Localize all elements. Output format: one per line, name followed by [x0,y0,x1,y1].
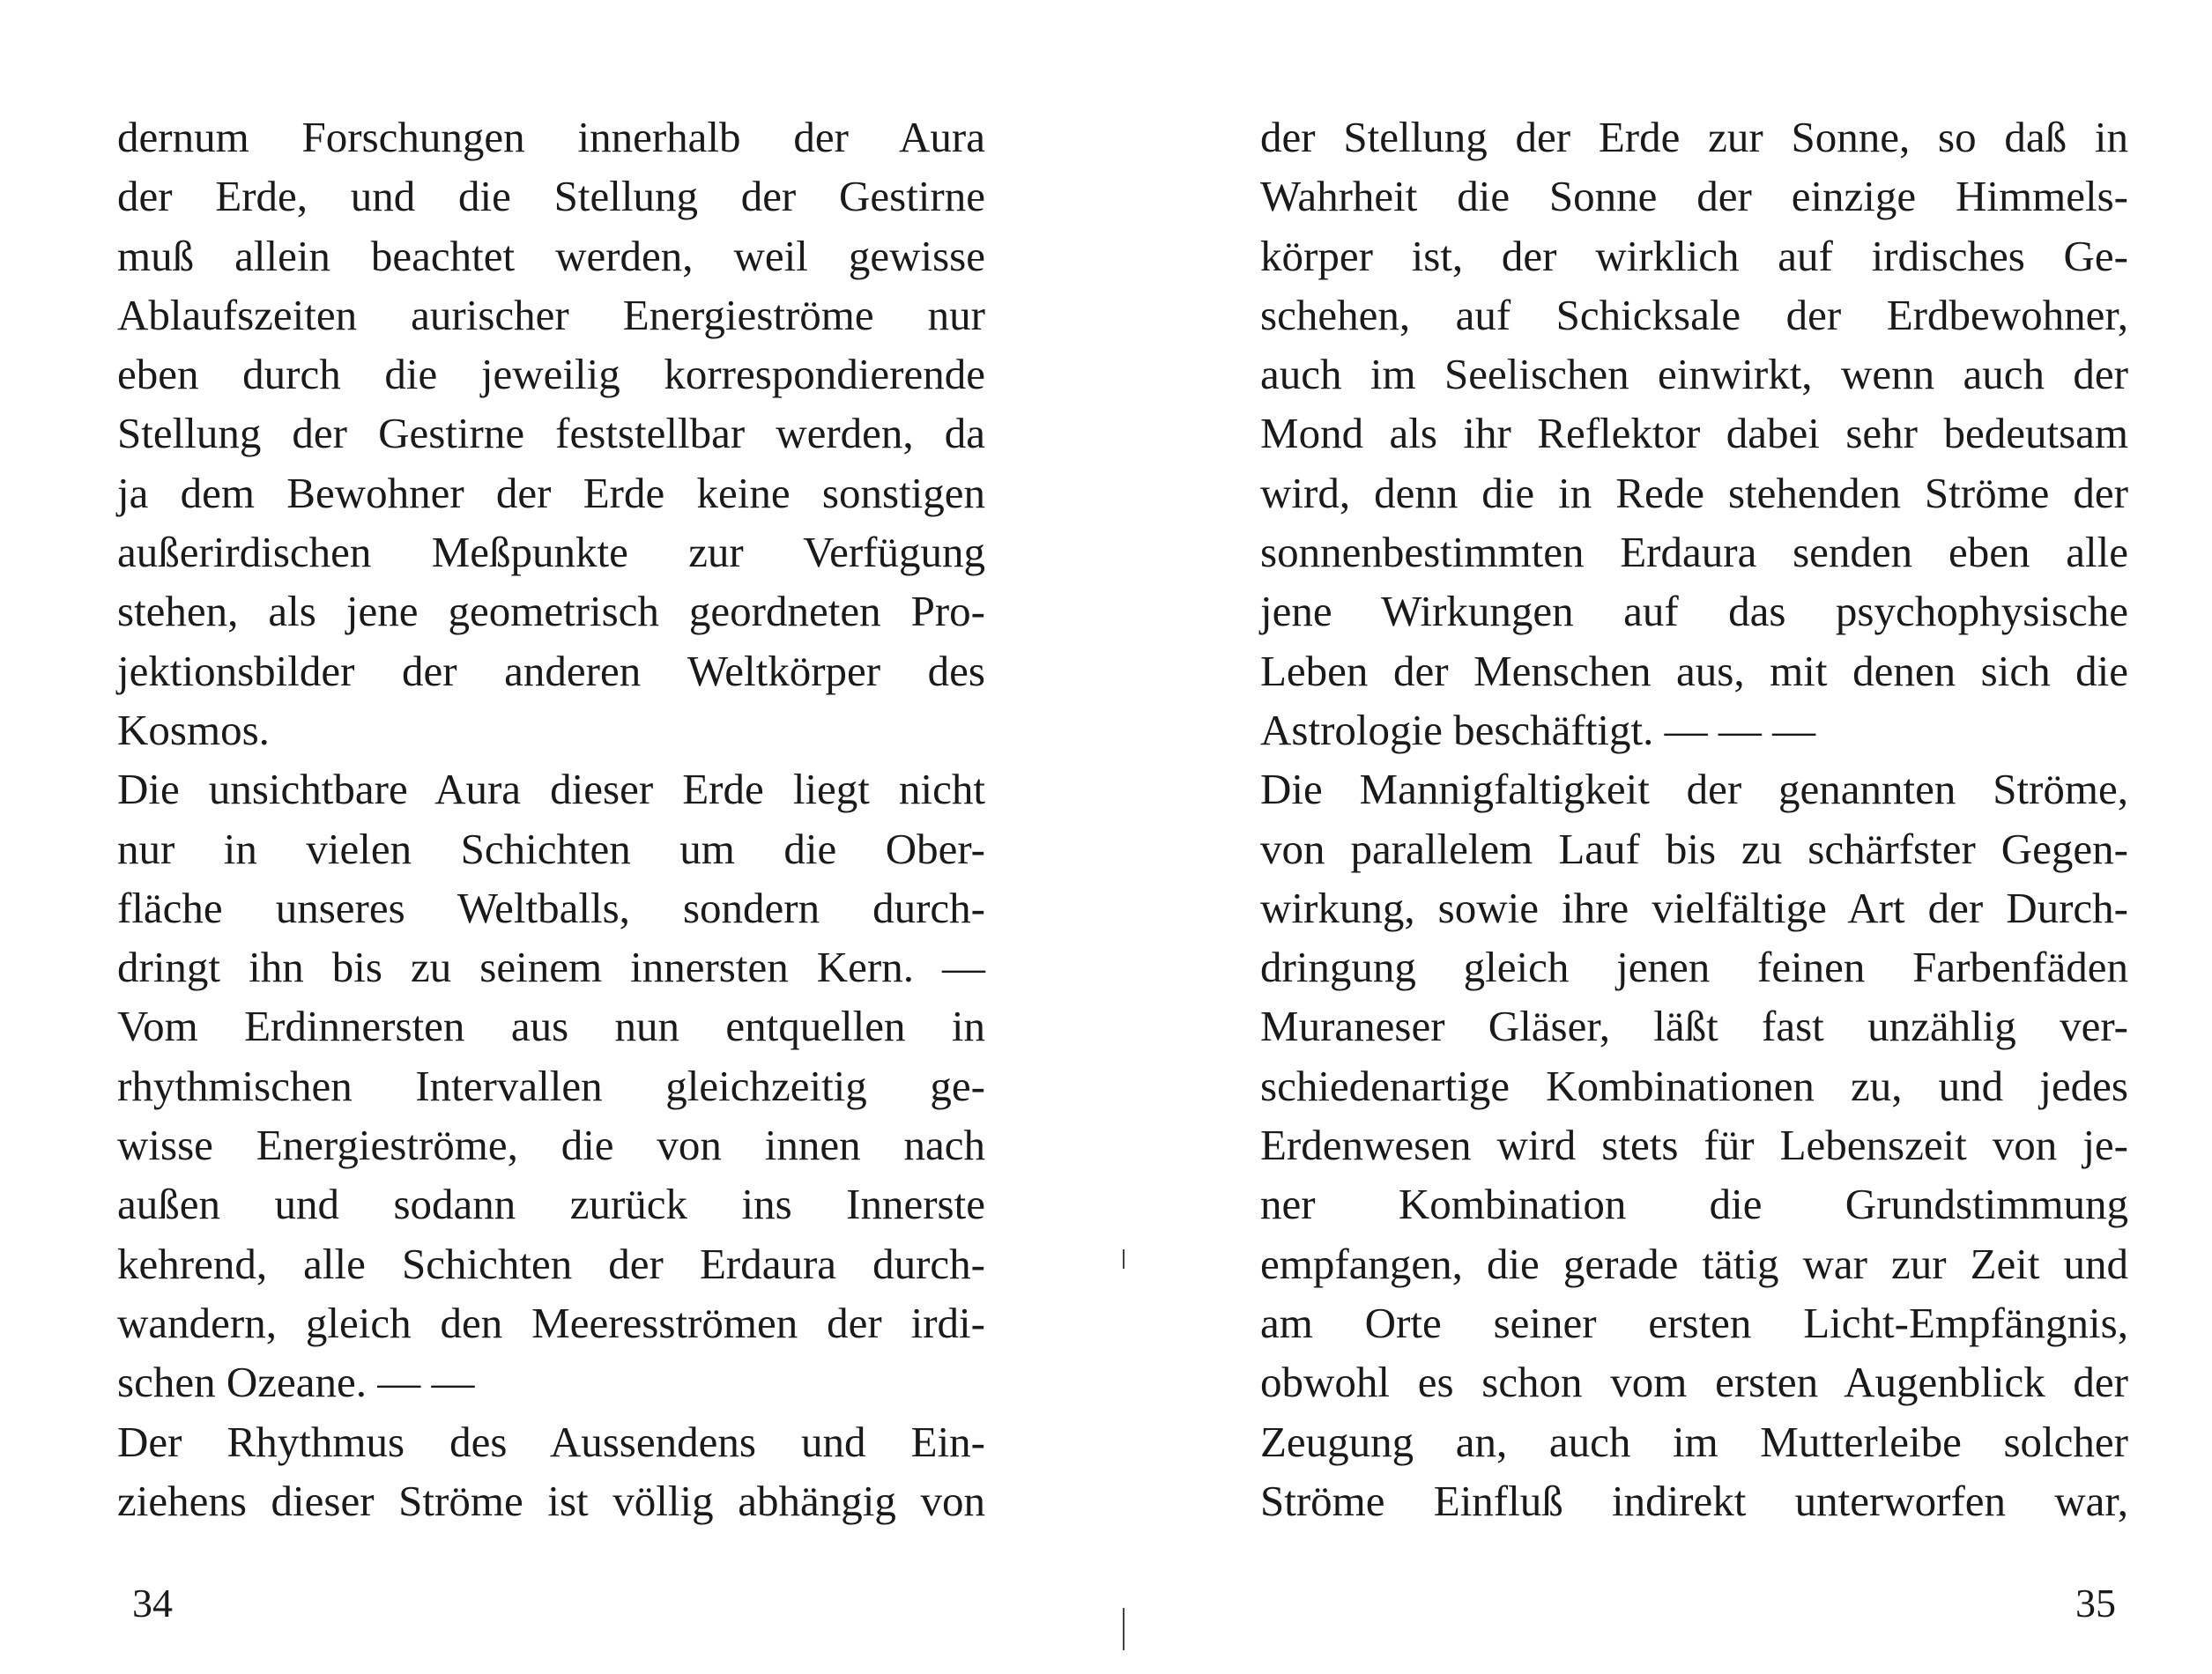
right-line-18: Erdenwesen wird stets für Lebenszeit von je- [1260,1121,2128,1170]
left-line-10: jektionsbilder der anderen Weltkörper des [117,646,985,695]
left-line-12: Die unsichtbare Aura dieser Erde liegt nicht [117,765,985,814]
right-line-8: sonnenbestimmten Erdaura senden eben alle [1260,528,2128,577]
right-line-5: auch im Seelischen einwirkt, wenn auch der [1260,350,2128,399]
right-line-17: schiedenartige Kombinationen zu, und jedes [1260,1061,2128,1110]
left-line-9: stehen, als jene geometrisch geordneten Pro- [117,587,985,636]
right-line-12: Die Mannigfaltigkeit der genannten Ströme, [1260,765,2128,814]
right-line-7: wird, denn die in Rede stehenden Ströme der [1260,468,2128,517]
right-line-9: jene Wirkungen auf das psychophysische [1260,587,2128,636]
right-line-4: schehen, auf Schicksale der Erdbewohner, [1260,290,2128,339]
right-line-3: körper ist, der wirklich auf irdisches Ge- [1260,231,2128,280]
right-line-10: Leben der Menschen aus, mit denen sich die [1260,646,2128,695]
right-line-23: Zeugung an, auch im Mutterleibe solcher [1260,1417,2128,1466]
left-line-16: Vom Erdinnersten aus nun entquellen in [117,1002,985,1051]
right-page-text [1260,107,2128,1530]
right-line-14: wirkung, sowie ihre vielfältige Art der Durch- [1260,883,2128,932]
gutter-mark-lower [1123,1608,1125,1650]
left-line-19: außen und sodann zurück ins Innerste [117,1180,985,1229]
right-line-22: obwohl es schon vom ersten Augenblick der [1260,1358,2128,1407]
right-line-11: Astrologie beschäftigt. — — — [1260,705,1816,754]
left-line-21: wandern, gleich den Meeresströmen der irdi- [117,1298,985,1347]
left-line-17: rhythmischen Intervallen gleichzeitig ge- [117,1061,985,1110]
left-line-5: eben durch die jeweilig korrespondierende [117,350,985,399]
left-line-8: außerirdischen Meßpunkte zur Verfügung [117,528,985,577]
right-line-24: Ströme Einfluß indirekt unterworfen war, [1260,1476,2128,1525]
right-line-19: ner Kombination die Grundstimmung [1260,1180,2128,1229]
left-line-15: dringt ihn bis zu seinem innersten Kern. — [117,943,985,992]
left-line-1: dernum Forschungen innerhalb der Aura [117,113,985,161]
right-line-13: von parallelem Lauf bis zu schärfster Gegen- [1260,824,2128,873]
right-line-2: Wahrheit die Sonne der einzige Himmels- [1260,172,2128,221]
gutter-mark-upper [1123,1249,1125,1269]
left-line-6: Stellung der Gestirne feststellbar werden, da [117,409,985,458]
right-line-1: der Stellung der Erde zur Sonne, so daß in [1260,113,2128,161]
left-line-24: ziehens dieser Ströme ist völlig abhängig von [117,1476,985,1525]
right-line-16: Muraneser Gläser, läßt fast unzählig ver- [1260,1002,2128,1051]
right-line-21: am Orte seiner ersten Licht-Empfängnis, [1260,1298,2128,1347]
right-line-20: empfangen, die gerade tätig war zur Zeit und [1260,1239,2128,1288]
left-line-14: fläche unseres Weltballs, sondern durch- [117,883,985,932]
page-number-right: 35 [2075,1581,2116,1626]
left-line-2: der Erde, und die Stellung der Gestirne [117,172,985,221]
left-line-18: wisse Energieströme, die von innen nach [117,1121,985,1170]
right-line-6: Mond als ihr Reflektor dabei sehr bedeutsam [1260,409,2128,458]
left-line-20: kehrend, alle Schichten der Erdaura durch- [117,1239,985,1288]
right-line-15: dringung gleich jenen feinen Farbenfäden [1260,943,2128,992]
left-line-23: Der Rhythmus des Aussendens und Ein- [117,1417,985,1466]
left-line-13: nur in vielen Schichten um die Ober- [117,824,985,873]
left-line-4: Ablaufszeiten aurischer Energieströme nur [117,290,985,339]
left-page-text [117,107,985,1530]
left-line-11: Kosmos. [117,705,270,754]
page-number-left: 34 [132,1581,173,1626]
left-line-7: ja dem Bewohner der Erde keine sonstigen [117,468,985,517]
left-line-22: schen Ozeane. — — [117,1358,475,1407]
left-line-3: muß allein beachtet werden, weil gewisse [117,231,985,280]
